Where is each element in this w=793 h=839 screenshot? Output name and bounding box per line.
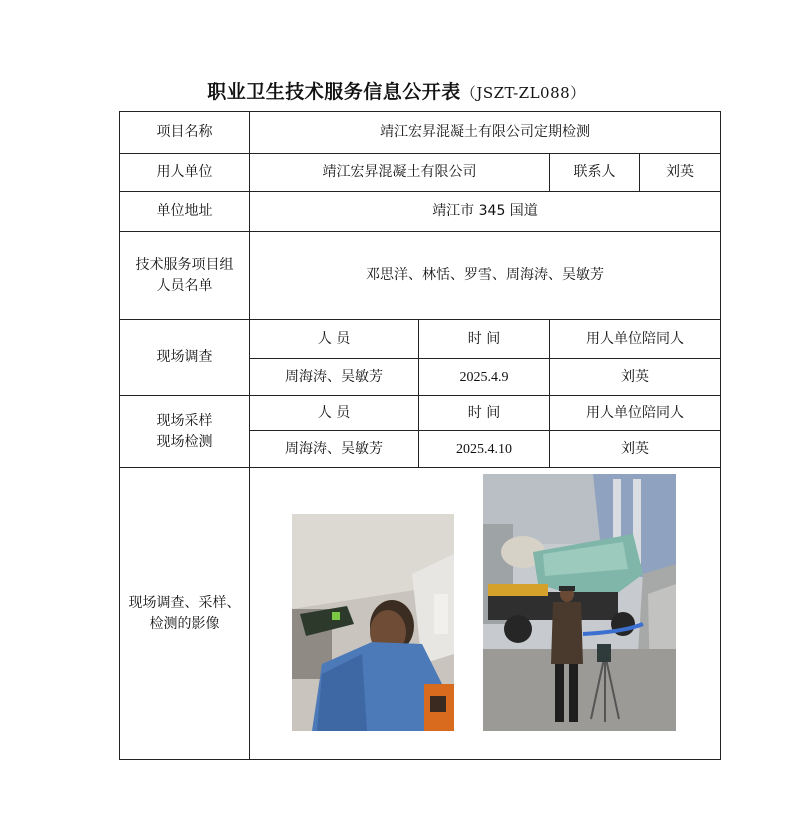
images-label-line1: 现场调查、采样、 xyxy=(128,594,241,611)
images-label-line2: 检测的影像 xyxy=(149,615,220,632)
row-survey-header xyxy=(120,320,721,359)
team-value: 邓思洋、林恬、罗雪、周海涛、吴敏芳 xyxy=(250,232,721,320)
sampling-label-line2: 现场检测 xyxy=(156,433,213,450)
project-name-label: 项目名称 xyxy=(120,112,250,154)
photo-area xyxy=(250,468,720,759)
survey-col-time: 时 间 xyxy=(419,320,550,359)
contact-value: 刘英 xyxy=(640,154,721,192)
indoor-survey-photo-drawing xyxy=(292,514,454,731)
row-team xyxy=(120,232,721,320)
row-employer xyxy=(120,154,721,192)
indoor-survey-photo xyxy=(292,514,454,731)
title-main: 职业卫生技术服务信息公开表 xyxy=(207,81,461,103)
site-sampling-photo-drawing xyxy=(483,474,676,731)
site-sampling-photo xyxy=(483,474,676,731)
sampling-escort: 刘英 xyxy=(550,431,721,468)
document-title xyxy=(0,77,793,104)
survey-person: 周海涛、吴敏芳 xyxy=(250,359,419,396)
survey-time: 2025.4.9 xyxy=(419,359,550,396)
sampling-time: 2025.4.10 xyxy=(419,431,550,468)
row-images xyxy=(120,468,721,760)
info-table xyxy=(119,111,721,760)
survey-escort: 刘英 xyxy=(550,359,721,396)
title-code: （JSZT-ZL088） xyxy=(460,84,586,102)
sampling-person: 周海涛、吴敏芳 xyxy=(250,431,419,468)
survey-label: 现场调查 xyxy=(120,320,250,396)
team-label-line2: 人员名单 xyxy=(156,277,213,294)
row-sampling-header xyxy=(120,396,721,431)
row-project-name xyxy=(120,112,721,154)
images-cell xyxy=(250,468,721,760)
images-label xyxy=(120,468,250,760)
sampling-col-escort: 用人单位陪同人 xyxy=(550,396,721,431)
employer-value: 靖江宏昇混凝土有限公司 xyxy=(250,154,550,192)
team-label xyxy=(120,232,250,320)
team-label-line1: 技术服务项目组 xyxy=(135,256,234,273)
address-label: 单位地址 xyxy=(120,192,250,232)
sampling-label xyxy=(120,396,250,468)
address-value: 靖江市 345 国道 xyxy=(250,192,721,232)
employer-label: 用人单位 xyxy=(120,154,250,192)
contact-label: 联系人 xyxy=(550,154,640,192)
sampling-label-line1: 现场采样 xyxy=(156,412,213,429)
row-address xyxy=(120,192,721,232)
sampling-col-time: 时 间 xyxy=(419,396,550,431)
survey-col-person: 人 员 xyxy=(250,320,419,359)
survey-col-escort: 用人单位陪同人 xyxy=(550,320,721,359)
sampling-col-person: 人 员 xyxy=(250,396,419,431)
project-name-value: 靖江宏昇混凝土有限公司定期检测 xyxy=(250,112,721,154)
